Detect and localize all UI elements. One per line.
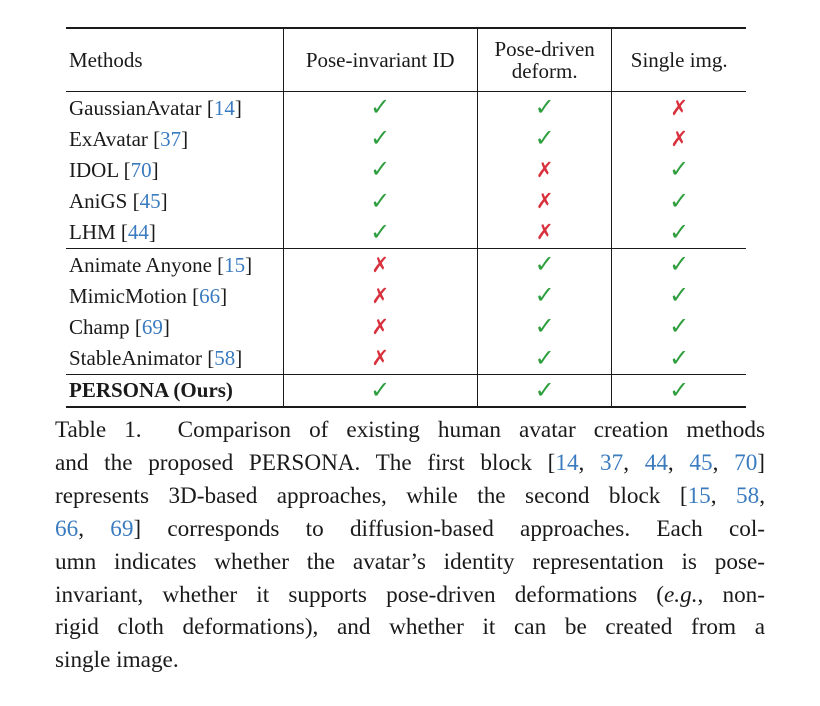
caption-citation-link[interactable]: 70 [734, 449, 758, 476]
checkmark-icon: ✓ [534, 375, 555, 404]
cell-pose-driven [477, 92, 612, 124]
checkmark-icon: ✓ [370, 155, 391, 184]
checkmark-icon: ✓ [669, 375, 690, 404]
table-row [66, 92, 746, 124]
citation-link[interactable]: 14 [213, 95, 235, 120]
citation-link[interactable]: 15 [224, 252, 246, 277]
caption-line-6 [55, 579, 765, 612]
cross-icon: ✗ [371, 252, 389, 277]
cell-single-img [612, 186, 746, 217]
table-row [66, 186, 746, 217]
caption-label: Table 1. [55, 417, 142, 443]
checkmark-icon: ✓ [534, 312, 555, 341]
caption-text-6-em: e.g. [664, 581, 698, 608]
cell-single-img [612, 343, 746, 375]
citation-link[interactable]: 45 [139, 189, 161, 214]
citation-link[interactable]: 69 [141, 314, 163, 339]
cell-pose-invariant [283, 217, 477, 249]
caption-citation-link[interactable]: 15 [687, 482, 711, 509]
method-cell: GaussianAvatar [14] [69, 95, 242, 120]
checkmark-icon: ✓ [534, 93, 555, 121]
caption-line-4 [55, 513, 765, 546]
cell-single-img [612, 92, 746, 124]
header-row [66, 28, 746, 92]
caption-refs-block2-a: 15, 58, [687, 482, 765, 509]
method-cell: MimicMotion [66] [69, 283, 228, 308]
caption-text-6b: , non- [697, 581, 765, 608]
cell-pose-driven [477, 154, 612, 185]
header-single-img: Single img. [612, 28, 746, 92]
cell-pose-driven [477, 311, 612, 342]
cell-pose-invariant [283, 343, 477, 375]
caption-text-2: and the proposed PERSONA. The first block [ [55, 449, 556, 476]
cell-pose-driven [477, 280, 612, 311]
checkmark-icon: ✓ [370, 93, 391, 121]
checkmark-icon: ✓ [370, 217, 391, 246]
checkmark-icon: ✓ [669, 217, 690, 246]
table-row [66, 248, 746, 280]
cell-pose-invariant [283, 154, 477, 185]
cell-pose-invariant [283, 123, 477, 154]
header-methods: Methods [66, 28, 283, 92]
table-row [66, 343, 746, 375]
checkmark-icon: ✓ [370, 375, 391, 404]
caption-citation-link[interactable]: 37 [600, 449, 624, 476]
caption-text-3: represents 3D-based approaches, while the second block [ [55, 482, 688, 509]
table-row [66, 217, 746, 249]
method-cell: LHM [44] [69, 220, 156, 245]
checkmark-icon: ✓ [669, 155, 690, 184]
caption-text-6a: invariant, whether it supports pose-driven deformations ( [55, 581, 665, 608]
citation-link[interactable]: 70 [130, 157, 152, 182]
checkmark-icon: ✓ [669, 281, 690, 310]
cell-single-img [612, 374, 746, 407]
method-cell: AniGS [45] [69, 189, 168, 214]
caption-text-4: ] corresponds to diffusion-based approaches. Each col- [133, 515, 765, 542]
cell-pose-invariant [283, 248, 477, 280]
method-cell [66, 374, 283, 407]
caption-citation-link[interactable]: 66 [55, 515, 79, 542]
caption-line-8: single image. [55, 647, 179, 674]
cell-pose-driven [477, 343, 612, 375]
header-pose-driven-line1: Pose-driven [494, 36, 595, 61]
method-name: GaussianAvatar [69, 95, 202, 120]
method-cell: Champ [69] [69, 314, 170, 339]
cell-pose-invariant [283, 311, 477, 342]
header-pose-driven-deform [477, 28, 612, 92]
method-cell: Animate Anyone [15] [66, 248, 283, 280]
cell-pose-invariant [283, 186, 477, 217]
caption-line-5: umn indicates whether the avatar’s identity representation is pose- [55, 548, 765, 575]
checkmark-icon: ✓ [534, 281, 555, 310]
cell-pose-driven [477, 248, 612, 280]
cross-icon: ✗ [535, 220, 554, 245]
method-cell: StableAnimator [58] [69, 346, 243, 371]
table-body [66, 92, 746, 407]
cross-icon: ✗ [371, 314, 389, 339]
checkmark-icon: ✓ [534, 124, 555, 153]
method-name: MimicMotion [69, 283, 187, 308]
caption-citation-link[interactable]: 45 [689, 449, 713, 476]
cross-icon: ✗ [371, 283, 389, 308]
table-row [66, 374, 746, 407]
table-row [66, 280, 746, 311]
table-row [66, 311, 746, 342]
citation-link[interactable]: 44 [127, 220, 149, 245]
cross-icon: ✗ [371, 346, 389, 371]
cross-icon: ✗ [535, 157, 554, 182]
table-row [66, 123, 746, 154]
citation-link[interactable]: 58 [214, 346, 236, 371]
cell-single-img [612, 123, 746, 154]
caption-line-7: rigid cloth deformations), and whether it can be created from a [55, 614, 765, 641]
citation-link[interactable]: 37 [160, 126, 182, 151]
table-caption [55, 414, 765, 677]
method-name: LHM [69, 220, 116, 245]
cross-icon: ✗ [670, 126, 689, 151]
caption-citation-link[interactable]: 14 [555, 449, 579, 476]
cell-pose-driven [477, 186, 612, 217]
cell-pose-driven [477, 374, 612, 407]
comparison-table [66, 27, 746, 408]
caption-refs-block2-b: 66, 69 [55, 515, 134, 542]
checkmark-icon: ✓ [669, 249, 690, 278]
caption-text-1: Comparison of existing human avatar creation methods [177, 417, 765, 443]
checkmark-icon: ✓ [669, 312, 690, 341]
checkmark-icon: ✓ [534, 249, 555, 278]
method-cell: ExAvatar [37] [69, 126, 189, 151]
method-name: PERSONA (Ours) [69, 378, 233, 403]
cell-single-img [612, 311, 746, 342]
caption-citation-link[interactable]: 44 [644, 449, 668, 476]
cell-pose-driven [477, 217, 612, 249]
cell-pose-driven [477, 123, 612, 154]
cell-single-img [612, 217, 746, 249]
method-name: StableAnimator [69, 346, 202, 371]
method-name: Animate Anyone [69, 252, 212, 277]
header-pose-invariant-id: Pose-invariant ID [283, 28, 477, 92]
caption-citation-link[interactable]: 69 [110, 515, 134, 542]
citation-link[interactable]: 66 [199, 283, 221, 308]
cell-single-img [612, 280, 746, 311]
caption-citation-link[interactable]: 58 [736, 482, 760, 509]
caption-refs-block1: 14, 37, 44, 45, 70 [555, 449, 758, 476]
cell-pose-invariant [283, 92, 477, 124]
method-name: ExAvatar [69, 126, 148, 151]
checkmark-icon: ✓ [370, 186, 391, 215]
header-pose-driven-line2: deform. [511, 59, 578, 83]
method-name: AniGS [69, 189, 128, 214]
checkmark-icon: ✓ [669, 186, 690, 215]
method-name: Champ [69, 314, 130, 339]
cross-icon: ✗ [670, 95, 689, 120]
cell-pose-invariant [283, 280, 477, 311]
checkmark-icon: ✓ [370, 124, 391, 153]
cross-icon: ✗ [535, 189, 554, 214]
caption-line-3 [55, 480, 765, 513]
method-cell: IDOL [70] [69, 157, 159, 182]
cell-single-img [612, 248, 746, 280]
checkmark-icon: ✓ [534, 343, 555, 372]
table-row [66, 154, 746, 185]
caption-line-1 [55, 414, 765, 447]
cell-single-img [612, 154, 746, 185]
checkmark-icon: ✓ [669, 343, 690, 372]
method-name: IDOL [69, 157, 119, 182]
caption-line-2: and the proposed PERSONA. The first block [14, 37, 44, 45, 70] [55, 449, 766, 476]
cell-pose-invariant [283, 374, 477, 407]
